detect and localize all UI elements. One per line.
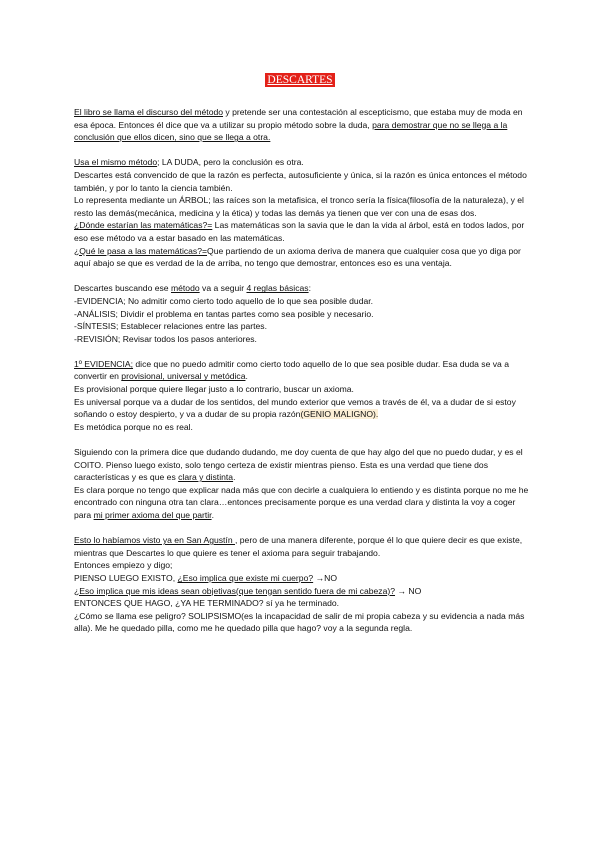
document-body xyxy=(74,106,530,635)
san-agustin-text: Esto lo habíamos visto ya en San Agustín xyxy=(74,535,235,546)
spacer xyxy=(74,522,530,535)
rule-evidence: -EVIDENCIA; No admitir como cierto todo aquello de lo que sea posible dudar. xyxy=(74,295,374,306)
cogito-text: Siguiendo con la primera dice que dudando dudando, me doy cuenta de que hay algo del que no puedo dudar, y es el COITO. Pienso luego existo, solo tengo certeza de existir mientras pienso. Esta es una verdad que tiene dos características y es que es xyxy=(74,447,523,483)
method-heading: Usa el mismo método xyxy=(74,157,158,168)
genio-maligno-highlight: (GENIO MALIGNO). xyxy=(300,409,379,420)
method-text: ; LA DUDA, pero la conclusión es otra. xyxy=(157,157,304,168)
rules-intro-text-2: va a seguir xyxy=(199,283,247,294)
san-agustin-rest: , pero de una manera diferente, porque él lo que quiere decir es que existe, mientras que Descartes lo que quiere es tener el axioma para seguir trabajando. xyxy=(74,535,523,558)
paragraph-math-where xyxy=(74,219,530,244)
paragraph-tree: Lo representa mediante un ÁRBOL; las raíces son la metafisica, el tronco sería la física(filosofía de la naturaleza), y el resto las demás(mecánica, medicina y la ética) y todas las demás ya tienen que ver con una de esas dos. xyxy=(74,195,524,218)
paragraph-math-what xyxy=(74,245,530,270)
paragraph-intro xyxy=(74,106,530,144)
paragraph-evidence xyxy=(74,358,530,383)
paragraph-universal xyxy=(74,396,530,421)
evidence-text: dice que no puedo admitir como cierto todo aquello de lo que sea posible dudar. Esa duda se va a convertir en xyxy=(74,358,510,382)
rule-synthesis: -SÍNTESIS; Establecer relaciones entre las partes. xyxy=(74,321,267,332)
rule-analysis: -ANÁLISIS; Dividir el problema en tantas partes como sea posible y necesario. xyxy=(74,308,374,319)
paragraph-methodical: Es metódica porque no es real. xyxy=(74,421,193,432)
paragraph-method xyxy=(74,156,530,169)
period-text: . xyxy=(211,510,214,520)
body-question: ¿Eso implica que existe mi cuerpo? xyxy=(177,572,314,583)
document-title xyxy=(0,73,600,87)
spacer xyxy=(74,270,530,283)
intro-underlined-text: para demostrar que no se llega a la conclusión que ellos dicen, sino que se llega a otra. xyxy=(74,119,508,143)
clear-distinct-text: clara y distinta xyxy=(178,472,234,483)
paragraph-rules-intro xyxy=(74,282,530,295)
spacer xyxy=(74,345,530,358)
paragraph-cogito xyxy=(74,446,530,484)
rule-revision: -REVISIÓN; Revisar todos los pasos anteriores. xyxy=(74,333,257,344)
math-what-question: ¿Qué le pasa a las matemáticas?= xyxy=(74,245,208,256)
book-title-text: El libro se llama el discurso del método xyxy=(74,107,224,117)
pienso-text: PIENSO LUEGO EXISTO, xyxy=(74,572,178,583)
paragraph-provisional: Es provisional porque quiere llegar justo a lo contrario, buscar un axioma. xyxy=(74,384,354,395)
paragraph-solipsismo: ¿Cómo se llama ese peligro? SOLIPSISMO(es la incapacidad de salir de mi propia cabeza y su evidencia a nada más alla). Me he quedado pilla, como me he quedado pilla que hago? voy a la segunda regla. xyxy=(74,610,525,634)
paragraph-san-agustin xyxy=(74,534,530,559)
paragraph-ideas xyxy=(74,585,530,598)
math-what-answer: Que partiendo de un axioma deriva de manera que cualquier cosa que yo diga por aquí abajo se que es verdad de la de arriba, no tengo que demostrar, entonces eso es una ventaja. xyxy=(74,245,521,269)
evidence-heading: 1º EVIDENCIA; xyxy=(74,358,134,369)
rules-intro-text: Descartes buscando ese xyxy=(74,283,171,294)
math-where-answer: Las matemáticas son la savia que le dan la vida al árbol, está en todos lados, por eso ese método va a estar basado en las matemáticas. xyxy=(74,220,525,243)
colon-text: : xyxy=(308,283,311,294)
period-text: . xyxy=(233,472,236,483)
paragraph-clear xyxy=(74,484,530,522)
doubt-types-text: provisional, universal y metódica xyxy=(121,371,246,382)
spacer xyxy=(74,144,530,157)
intro-text: y pretende ser una contestación al escepticismo, que estaba muy de moda en esa época. Entonces él dice que va a utilizar su propio método sobre la duda, xyxy=(74,107,523,130)
ideas-answer: → NO xyxy=(395,585,422,596)
ideas-question: ¿Eso implica que mis ideas sean objetivas(que tengan sentido fuera de mi cabeza)? xyxy=(74,585,396,596)
body-answer: →NO xyxy=(313,572,338,583)
method-word: método xyxy=(170,283,200,294)
four-rules-text: 4 reglas básicas xyxy=(246,283,309,294)
paragraph-start: Entonces empiezo y digo; xyxy=(74,560,173,571)
math-where-question: ¿Dónde estarían las matemáticas?= xyxy=(74,220,213,231)
paragraph-pienso xyxy=(74,572,530,585)
paragraph-reason: Descartes está convencido de que la razón es perfecta, autosuficiente y única, si la razón es única entonces el método también, y por lo tanto la ciencia también. xyxy=(74,169,527,193)
paragraph-terminado: ENTONCES QUE HAGO, ¿YA HE TERMINADO? sí ya he terminado. xyxy=(74,598,340,609)
clear-text: Es clara porque no tengo que explicar nada más que con decirle a cualquiera lo entiendo y es distinta porque no me he encontrado con ninguna otra tan clara…entonces precisamente porque es una verdad clara y distinta la voy a coger para xyxy=(74,484,529,520)
period-text: . xyxy=(245,371,248,382)
title-text: DESCARTES xyxy=(267,74,333,86)
universal-text: Es universal porque va a dudar de los sentidos, del mundo exterior que vemos a través de él, va a dudar de si estoy soñando o estoy despierto, y va a dudar de su propia razón xyxy=(74,396,516,420)
spacer xyxy=(74,433,530,446)
first-axiom-text: mi primer axioma del que partir xyxy=(93,510,212,520)
